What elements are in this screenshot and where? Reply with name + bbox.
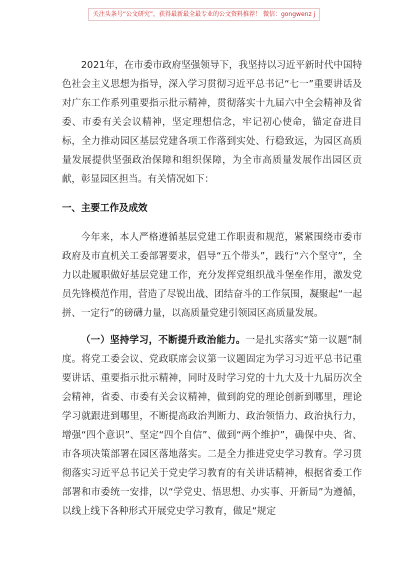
promo-banner[interactable]: 关注头条号“公文研究”，获得最新最全最专业的公文资料推荐！ 微信：gongwenz j [88,8,320,21]
paragraph-study-lead: （一）坚持学习，不断提升政治能力。 [81,335,246,346]
paragraph-study [62,331,362,521]
paragraph-study-body: 一是扎实落实“第一议题”制度。将党工委会议、党政联席会议第一议题固定为学习习近平总书记重要讲话、重要指示批示精神，同时及时学习党的十九大及十九届历次全会精神，省委、市委有关会议精神，做到韵党的理论创新到哪里，理论学习就跟进到哪里，不断提高政治判断力、政治领悟力、政治执行力，增强“四个意识”、坚定“四个自信”、做到“两个维护”，确保中央、省、市各项决策部署在园区落地落实。二是全力推进党史学习教育。学习贯彻落实习近平总书记关于党史学习教育的有关讲话精神，根据省委工作部署和市委统一安排，以“学党史、悟思想、办实事、开新局”为遵循，以线上线下各种形式开展党史学习教育，做足“规定 [62,335,362,517]
section-heading-main-work: 一、主要工作及成效 [62,203,148,214]
document-body [62,56,362,521]
paragraph-overview: 今年来，本人严格遵循基层党建工作职责和规范，紧紧围绕市委市政府及市直机关工委部署要求，倡导“五个带头”，践行“六个坚守”，全力以赴履职做好基层党建工作，充分发挥党组织战斗堡垒作用，激发党员先锋模范作用，营造了尽锐出战、团结奋斗的工作氛围，凝聚起“一起拼、一定行”的磅礴力量，以高质量党建引领园区高质量发展。 [62,232,362,319]
paragraph-intro: 2021年，在市委市政府坚强领导下，我坚持以习近平新时代中国特色社会主义思想为指导，深入学习贯彻习近平总书记“七一”重要讲话及对广东工作系列重要指示批示精神，贯彻落实十九届六中全会精神及省委、市委有关会议精神，坚定理想信念，牢记初心使命，锚定奋进目标，全力推动园区基层党建各项工作落到实处、行稳致远，为园区高质量发展提供坚强政治保障和组织保障，为全市高质量发展作出园区贡献，彰显园区担当。有关情况如下： [62,60,362,185]
